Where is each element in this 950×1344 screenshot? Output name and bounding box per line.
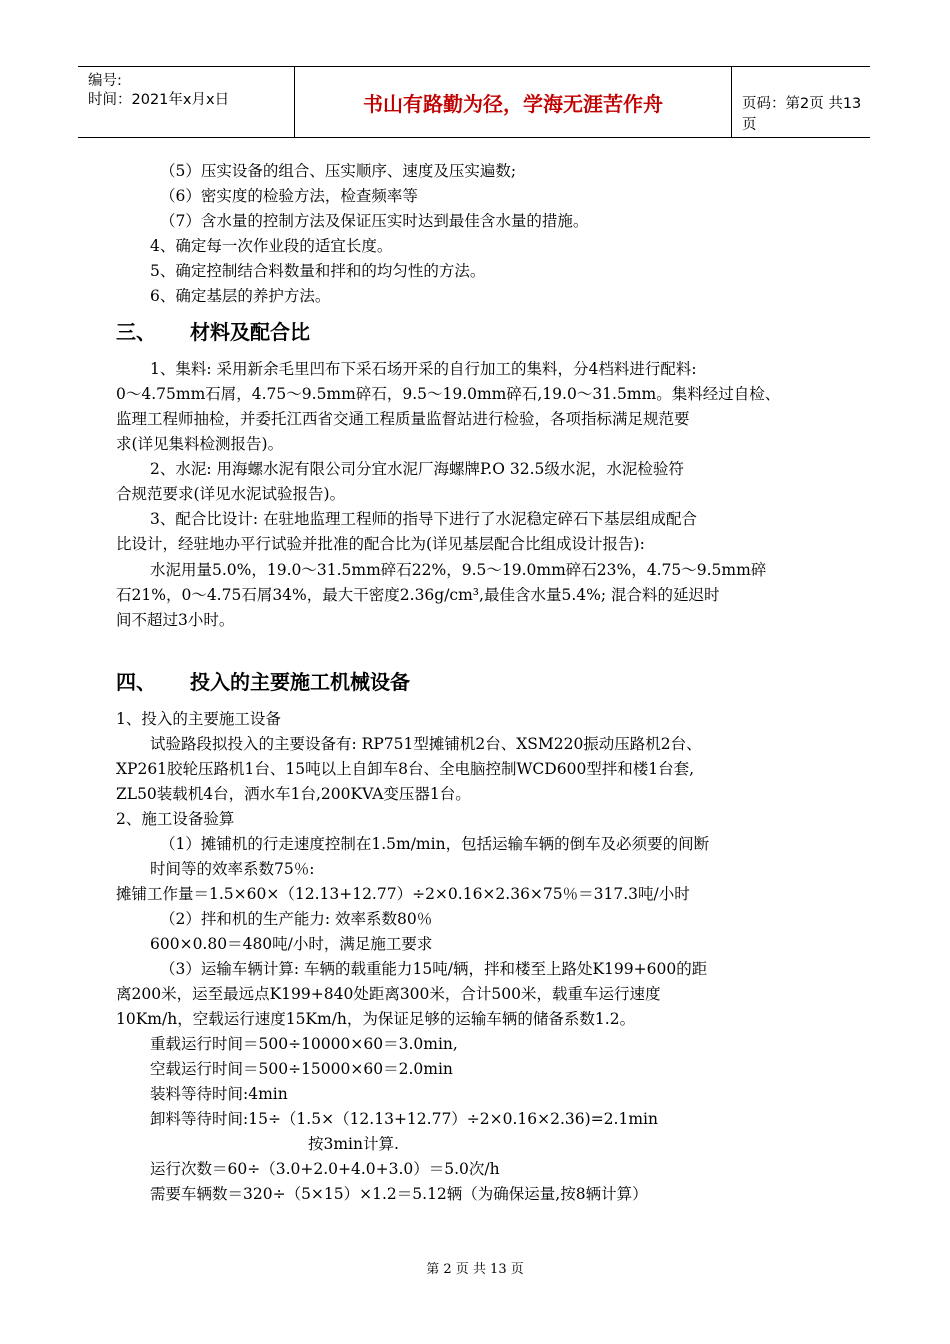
paragraph-line: 5、确定控制结合料数量和拌和的均匀性的方法。: [150, 262, 486, 280]
section-heading: [116, 318, 310, 346]
paragraph-line: 水泥用量5.0%，19.0～31.5mm碎石22%，9.5～19.0mm碎石23%，4.75～9.5mm碎: [150, 561, 767, 579]
paragraph-line: 摊铺工作量＝1.5×60×（12.13+12.77）÷2×0.16×2.36×75％＝317.3吨/小时: [116, 885, 690, 903]
paragraph-line: 1、投入的主要施工设备: [116, 710, 281, 728]
paragraph-line: 比设计，经驻地办平行试验并批准的配合比为(详见基层配合比组成设计报告):: [116, 535, 645, 553]
paragraph-line: 求(详见集料检测报告)。: [116, 435, 284, 453]
paragraph-line: 3、配合比设计: 在驻地监理工程师的指导下进行了水泥稳定碎石下基层组成配合: [150, 510, 698, 528]
paragraph-line: 离200米，运至最远点K199+840处距离300米，合计500米，载重车运行速度: [116, 985, 661, 1003]
paragraph-line: 间不超过3小时。: [116, 611, 235, 629]
paragraph-line: 1、集料: 采用新余毛里凹布下采石场开采的自行加工的集料，分4档料进行配料:: [150, 360, 697, 378]
section-title: 材料及配合比: [190, 320, 310, 344]
paragraph-line: 运行次数＝60÷（3.0+2.0+4.0+3.0）＝5.0次/h: [150, 1160, 500, 1178]
paragraph-line: 6、确定基层的养护方法。: [150, 287, 331, 305]
paragraph-line: 10Km/h，空载运行速度15Km/h，为保证足够的运输车辆的储备系数1.2。: [116, 1010, 636, 1028]
document-date: 时间：2021年x月x日: [88, 92, 230, 108]
paragraph-line: 2、水泥: 用海螺水泥有限公司分宜水泥厂海螺牌P.O 32.5级水泥，水泥检验符: [150, 460, 684, 478]
paragraph-line: 4、确定每一次作业段的适宜长度。: [150, 237, 393, 255]
paragraph-line: 装料等待时间:4min: [150, 1085, 288, 1103]
paragraph-line: 合规范要求(详见水泥试验报告)。: [116, 485, 346, 503]
header-motto: 书山有路勤为径，学海无涯苦作舟: [294, 67, 732, 137]
paragraph-line: 试验路段拟投入的主要设备有: RP751型摊铺机2台、XSM220振动压路机2台、: [150, 735, 702, 753]
document-number-label: 编号:: [88, 73, 122, 89]
paragraph-line: 需要车辆数＝320÷（5×15）×1.2＝5.12辆（为确保运量,按8辆计算）: [150, 1185, 648, 1203]
paragraph-line: （6）密实度的检验方法，检查频率等: [160, 187, 418, 205]
paragraph-line: 600×0.80＝480吨/小时，满足施工要求: [150, 935, 433, 953]
paragraph-line: 重载运行时间＝500÷10000×60＝3.0min,: [150, 1035, 458, 1053]
paragraph-line: 监理工程师抽检，并委托江西省交通工程质量监督站进行检验，各项指标满足规范要: [116, 410, 690, 428]
paragraph-line: 时间等的效率系数75％:: [150, 860, 315, 878]
page-header: [78, 66, 870, 138]
section-title: 投入的主要施工机械设备: [190, 670, 410, 694]
page-footer: 第 2 页 共 13 页: [426, 1262, 524, 1277]
paragraph-line: 石21%，0～4.75石屑34%，最大干密度2.36g/cm³,最佳含水量5.4%; 混合料的延迟时: [116, 586, 720, 604]
paragraph-line: 按3min计算.: [308, 1135, 399, 1153]
paragraph-line: （2）拌和机的生产能力: 效率系数80％: [160, 910, 433, 928]
paragraph-line: 2、施工设备验算: [116, 810, 235, 828]
section-number: 三、: [116, 320, 156, 344]
header-meta: [88, 72, 229, 110]
paragraph-line: 空载运行时间＝500÷15000×60＝2.0min: [150, 1060, 453, 1078]
paragraph-line: （3）运输车辆计算: 车辆的载重能力15吨/辆，拌和楼至上路处K199+600的距: [160, 960, 708, 978]
header-page-number: 页码：第2页 共13页: [742, 96, 862, 133]
section-number: 四、: [116, 670, 156, 694]
paragraph-line: XP261胶轮压路机1台、15吨以上自卸车8台、全电脑控制WCD600型拌和楼1台套,: [116, 760, 695, 778]
section-heading: [116, 668, 410, 696]
paragraph-line: （1）摊铺机的行走速度控制在1.5m/min，包括运输车辆的倒车及必须要的间断: [160, 835, 710, 853]
paragraph-line: 卸料等待时间:15÷（1.5×（12.13+12.77）÷2×0.16×2.36)=2.1min: [150, 1110, 658, 1128]
paragraph-line: 0～4.75mm石屑，4.75～9.5mm碎石，9.5～19.0mm碎石,19.0～31.5mm。集料经过自检、: [116, 385, 781, 403]
paragraph-line: （7）含水量的控制方法及保证压实时达到最佳含水量的措施。: [160, 212, 589, 230]
paragraph-line: ZL50装载机4台，洒水车1台,200KVA变压器1台。: [116, 785, 471, 803]
paragraph-line: （5）压实设备的组合、压实顺序、速度及压实遍数;: [160, 162, 517, 180]
